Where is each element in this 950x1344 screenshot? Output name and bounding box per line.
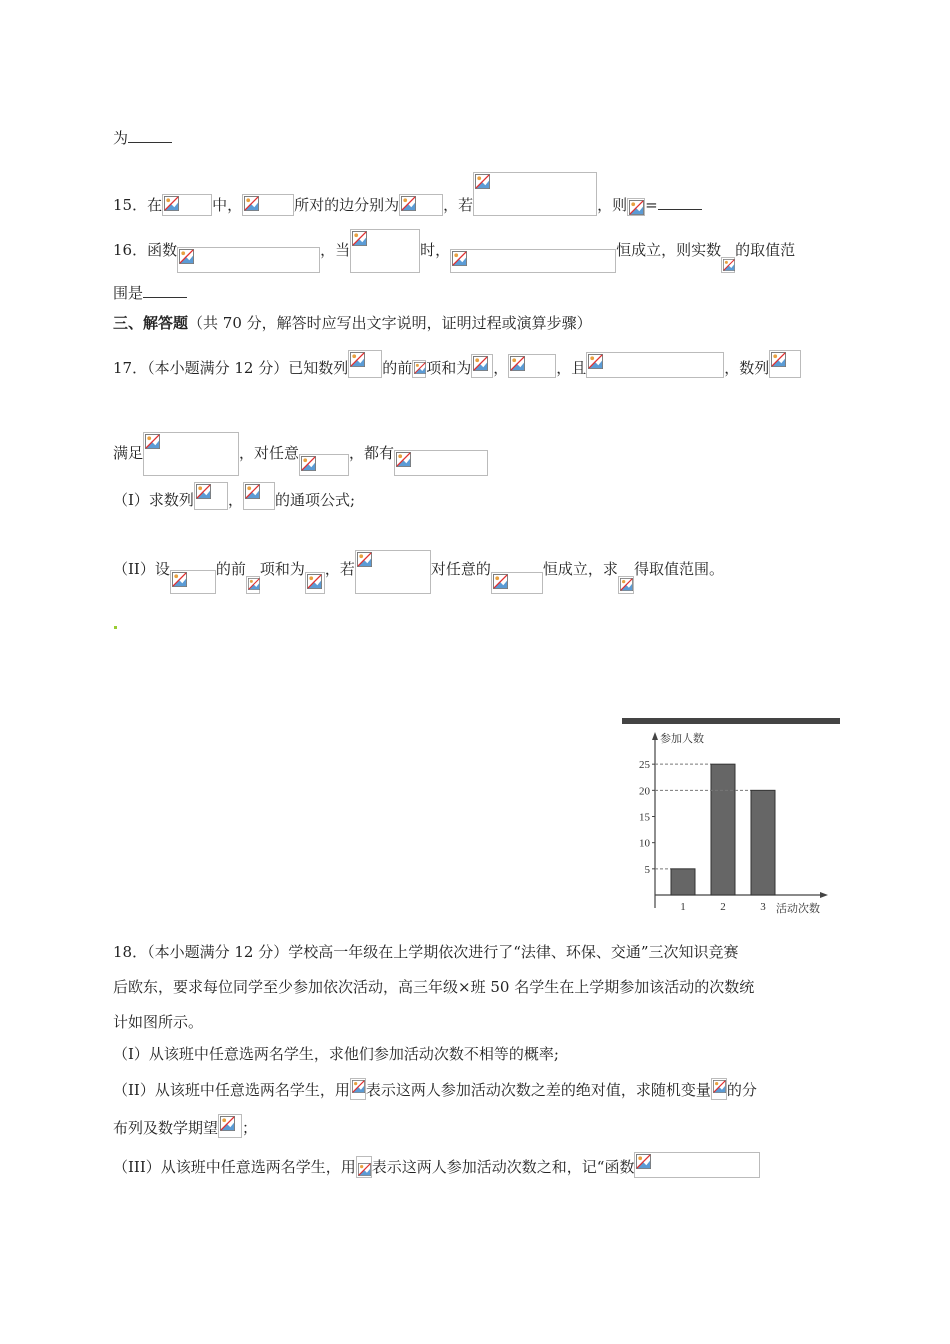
formula-image — [348, 350, 382, 378]
answer-blank — [128, 128, 172, 143]
formula-image — [355, 550, 431, 594]
broken-image-icon — [588, 354, 603, 369]
question-17-part-2: （II）设 的前 项和为 ，若 对任意的 恒成立，求 得取值范围。 — [113, 550, 724, 594]
y-tick-label: 25 — [639, 759, 650, 772]
question-18-part-1: （I）从该班中任意选两名学生，求他们参加活动次数不相等的概率; — [113, 1045, 559, 1063]
bar-3 — [751, 790, 775, 895]
formula-image — [299, 454, 349, 476]
formula-image — [634, 1152, 760, 1178]
formula-image — [399, 194, 443, 216]
y-axis-label: 参加人数 — [660, 733, 704, 745]
question-18-line-2: 后欧东，要求每位同学至少参加依次活动，高三年级×班 50 名学生在上学期参加该活动的次数统 — [113, 978, 755, 996]
broken-image-icon — [723, 259, 735, 271]
y-axis-arrow — [652, 732, 658, 740]
broken-image-icon — [475, 174, 490, 189]
formula-image — [218, 1114, 242, 1138]
bar-2 — [711, 764, 735, 895]
answer-blank — [143, 283, 187, 298]
stray-mark — [114, 626, 117, 629]
section-note: （共 70 分，解答时应写出文字说明，证明过程或演算步骤） — [188, 314, 592, 332]
formula-image — [356, 1156, 372, 1178]
formula-image — [721, 257, 735, 273]
question-15: 15．在 中， 所对的边分别为 ，若 ，则 = — [113, 172, 702, 216]
y-tick-label: 10 — [639, 837, 650, 850]
question-16: 16．函数 ，当 时， 恒成立，则实数 的取值范 — [113, 229, 795, 273]
broken-image-icon — [248, 578, 260, 590]
formula-image — [242, 194, 294, 216]
x-tick-label: 3 — [760, 901, 766, 913]
broken-image-icon — [493, 574, 508, 589]
broken-image-icon — [350, 352, 365, 367]
broken-image-icon — [245, 484, 260, 499]
broken-image-icon — [244, 196, 259, 211]
broken-image-icon — [510, 356, 525, 371]
formula-image — [627, 198, 645, 216]
broken-image-icon — [629, 200, 644, 215]
question-18-part-3: （III）从该班中任意选两名学生，用 表示这两人参加活动次数之和，记“函数 — [113, 1152, 760, 1178]
broken-image-icon — [401, 196, 416, 211]
formula-image — [194, 482, 228, 510]
question-17-cont: 满足 ，对任意 ，都有 — [113, 432, 488, 476]
formula-image — [471, 354, 493, 378]
formula-image — [394, 450, 488, 476]
broken-image-icon — [145, 434, 160, 449]
broken-image-icon — [196, 484, 211, 499]
broken-image-icon — [358, 1163, 371, 1176]
x-tick-label: 1 — [680, 901, 686, 913]
broken-image-icon — [620, 578, 633, 591]
cropped-caption-strip — [622, 718, 840, 724]
formula-image — [243, 482, 275, 510]
broken-image-icon — [452, 251, 467, 266]
formula-image — [618, 576, 634, 594]
formula-image — [350, 229, 420, 273]
broken-image-icon — [357, 552, 372, 567]
question-17: 17．（本小题满分 12 分）已知数列 的前 项和为 ， ，且 ，数列 — [113, 350, 801, 378]
formula-image — [769, 350, 801, 378]
formula-image — [305, 572, 325, 594]
formula-image — [177, 247, 320, 273]
question-16-tail: 围是 — [113, 283, 187, 303]
broken-image-icon — [636, 1154, 651, 1169]
x-tick-label: 2 — [720, 901, 726, 913]
formula-image — [473, 172, 597, 216]
broken-image-icon — [473, 356, 488, 371]
broken-image-icon — [220, 1116, 235, 1131]
broken-image-icon — [164, 196, 179, 211]
activity-count-bar-chart — [622, 718, 840, 918]
y-tick-label: 5 — [644, 863, 650, 876]
broken-image-icon — [301, 456, 316, 471]
question-18-part-2: （II）从该班中任意选两名学生，用 表示这两人参加活动次数之差的绝对值，求随机变量 的分 — [113, 1078, 757, 1100]
broken-image-icon — [771, 352, 786, 367]
section-3-heading — [113, 313, 592, 333]
broken-image-icon — [713, 1080, 726, 1093]
formula-image — [412, 360, 426, 378]
formula-image — [711, 1078, 727, 1100]
y-tick-label: 15 — [639, 811, 650, 824]
broken-image-icon — [179, 249, 194, 264]
broken-image-icon — [307, 574, 322, 589]
broken-image-icon — [352, 1080, 365, 1093]
formula-image — [143, 432, 239, 476]
bar-1 — [671, 869, 695, 895]
x-axis-label: 活动次数 — [776, 903, 820, 915]
y-tick-label: 20 — [639, 785, 650, 798]
broken-image-icon — [352, 231, 367, 246]
formula-image — [162, 194, 212, 216]
question-18-line-3: 计如图所示。 — [113, 1013, 204, 1031]
question-17-part-1: （I）求数列 ， 的通项公式; — [113, 482, 355, 510]
x-axis-arrow — [820, 892, 828, 898]
question-18-part-2-cont: 布列及数学期望 ； — [113, 1114, 257, 1138]
formula-image — [350, 1078, 366, 1100]
answer-blank — [658, 195, 702, 210]
broken-image-icon — [172, 572, 187, 587]
broken-image-icon — [396, 452, 411, 467]
formula-image — [586, 352, 724, 378]
formula-image — [508, 354, 556, 378]
formula-image — [450, 249, 616, 273]
formula-image — [491, 572, 543, 594]
q14-tail-line: 为 — [113, 128, 172, 148]
broken-image-icon — [414, 362, 426, 374]
formula-image — [170, 570, 216, 594]
formula-image — [246, 576, 260, 594]
question-18: 18．（本小题满分 12 分）学校高一年级在上学期依次进行了“法律、环保、交通”三次知识竞赛 — [113, 943, 739, 961]
section-title: 三、解答题 — [113, 314, 189, 332]
